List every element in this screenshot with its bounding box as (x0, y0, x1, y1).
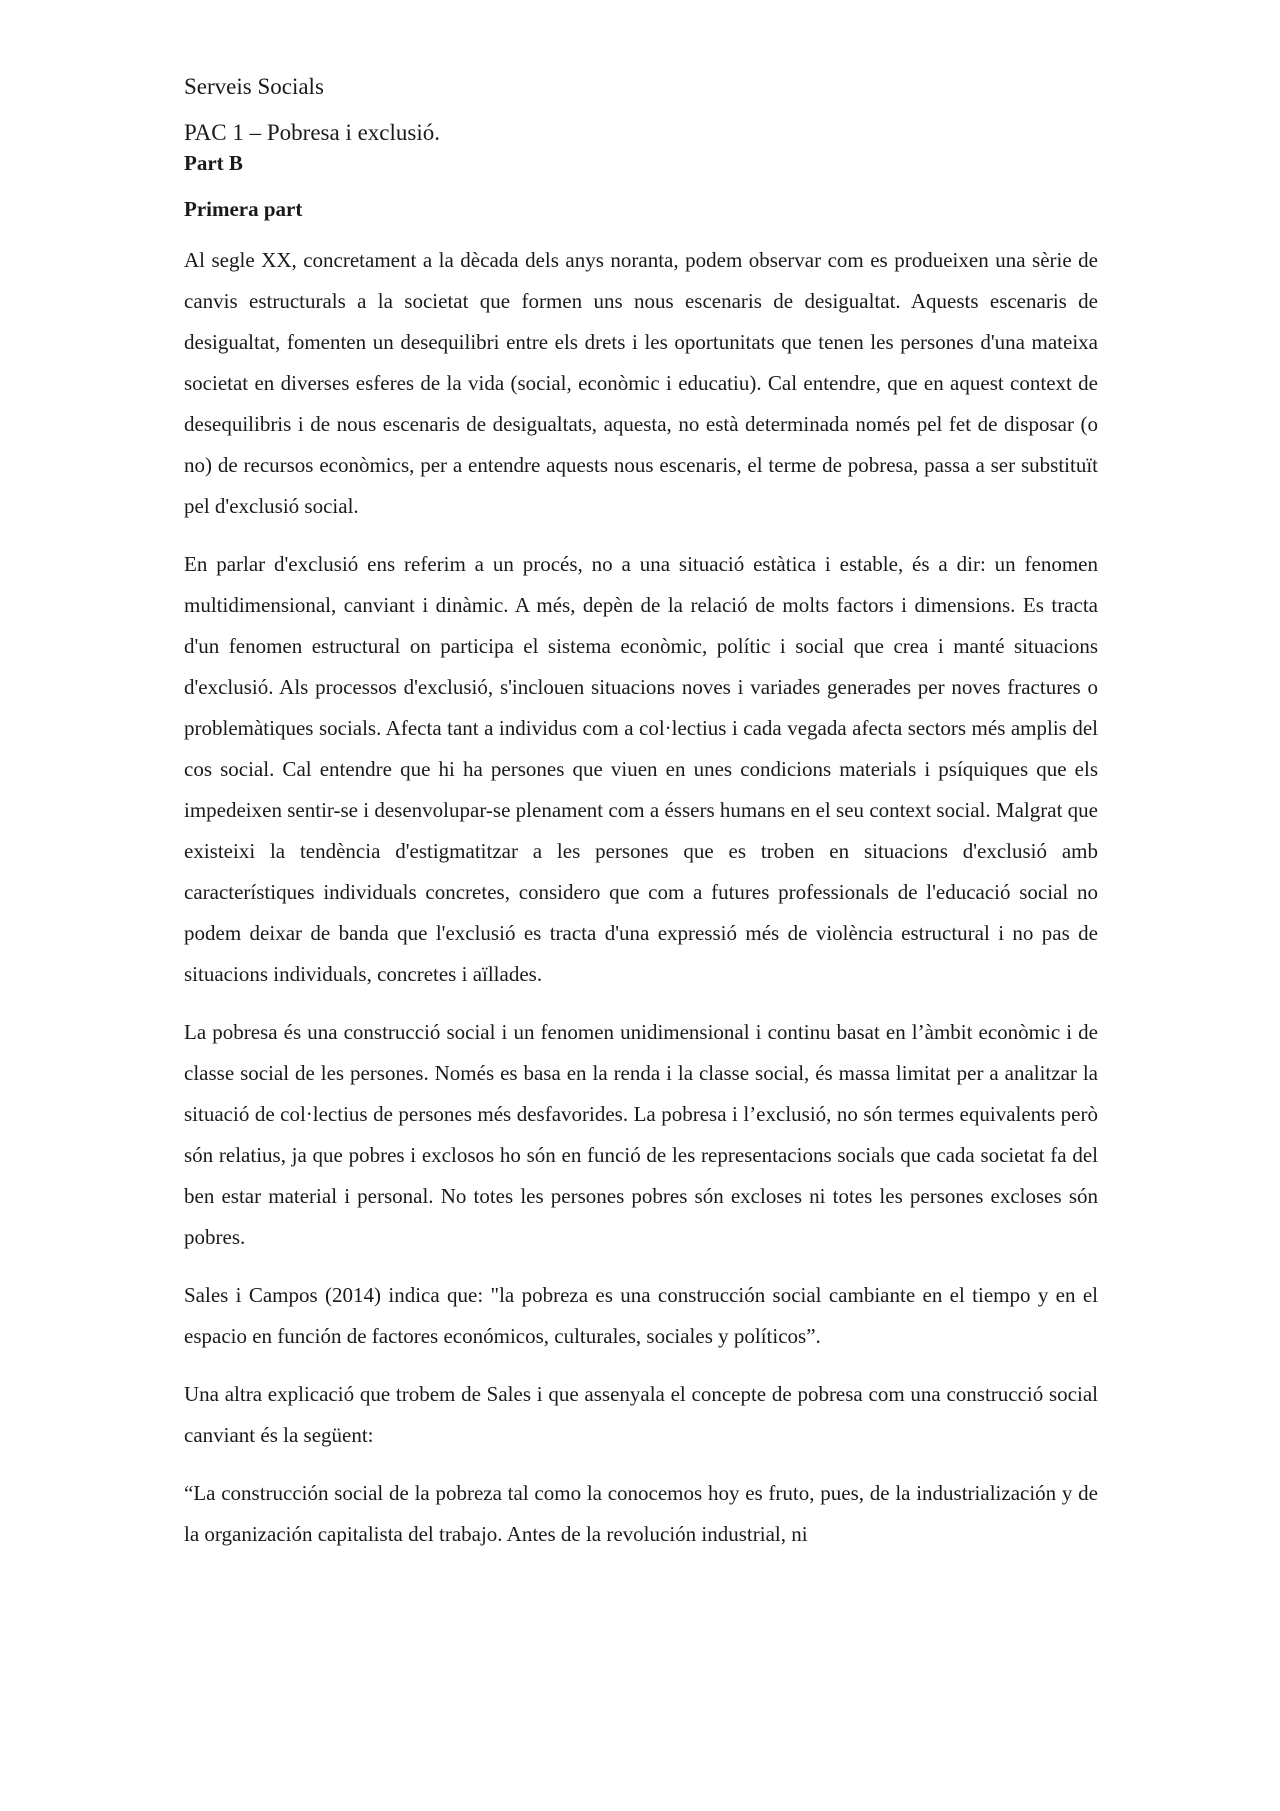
paragraph: En parlar d'exclusió ens referim a un procés, no a una situació estàtica i estable, és a dir: un fenomen multidimensional, canviant i dinàmic. A més, depèn de la relació de molts factors i dimensions. Es tracta d'un fenomen estructural on participa el sistema econòmic, polític i social que crea i manté situacions d'exclusió. Als processos d'exclusió, s'inclouen situacions noves i variades generades per noves fractures o problemàtiques socials. Afecta tant a individus com a col·lectius i cada vegada afecta sectors més amplis del cos social. Cal entendre que hi ha persones que viuen en unes condicions materials i psíquiques que els impedeixen sentir-se i desenvolupar-se plenament com a éssers humans en el seu context social. Malgrat que existeixi la tendència d'estigmatitzar a les persones que es troben en situacions d'exclusió amb característiques individuals concretes, considero que com a futures professionals de l'educació social no podem deixar de banda que l'exclusió es tracta d'una expressió més de violència estructural i no pas de situacions individuals, concretes i aïllades. (184, 552, 1098, 986)
assignment-title: PAC 1 – Pobresa i exclusió. (184, 120, 440, 145)
paragraph: Al segle XX, concretament a la dècada dels anys noranta, podem observar com es produeixen una sèrie de canvis estructurals a la societat que formen uns nous escenaris de desigualtat. Aquests escenaris de desigualtat, fomenten un desequilibri entre els drets i les oportunitats que tenen les persones d'una mateixa societat en diverses esferes de la vida (social, econòmic i educatiu). Cal entendre, que en aquest context de desequilibris i de nous escenaris de desigualtats, aquesta, no està determinada només pel fet de disposar (o no) de recursos econòmics, per a entendre aquests nous escenaris, el terme de pobresa, passa a ser substituït pel d'exclusió social. (184, 248, 1098, 518)
paragraph: Sales i Campos (2014) indica que: "la pobreza es una construcción social cambiante en el tiempo y en el espacio en función de factores económicos, culturales, sociales y políticos”. (184, 1283, 1098, 1348)
section-title: Primera part (184, 197, 303, 221)
paragraph: La pobresa és una construcció social i un fenomen unidimensional i continu basat en l’àmbit econòmic i de classe social de les persones. Només es basa en la renda i la classe social, és massa limitat per a analitzar la situació de col·lectius de persones més desfavorides. La pobresa i l’exclusió, no són termes equivalents però són relatius, ja que pobres i exclosos ho són en funció de les representacions socials que cada societat fa del ben estar material i personal. No totes les persones pobres són excloses ni totes les persones excloses són pobres. (184, 1020, 1098, 1249)
part-label: Part B (184, 151, 243, 175)
paragraph: Una altra explicació que trobem de Sales i que assenyala el concepte de pobresa com una construcció social canviant és la següent: (184, 1382, 1098, 1447)
document-body (184, 72, 1098, 1572)
paragraph: “La construcción social de la pobreza tal como la conocemos hoy es fruto, pues, de la industrialización y de la organización capitalista del trabajo. Antes de la revolución industrial, ni (184, 1481, 1098, 1546)
subject-title: Serveis Socials (184, 74, 324, 99)
